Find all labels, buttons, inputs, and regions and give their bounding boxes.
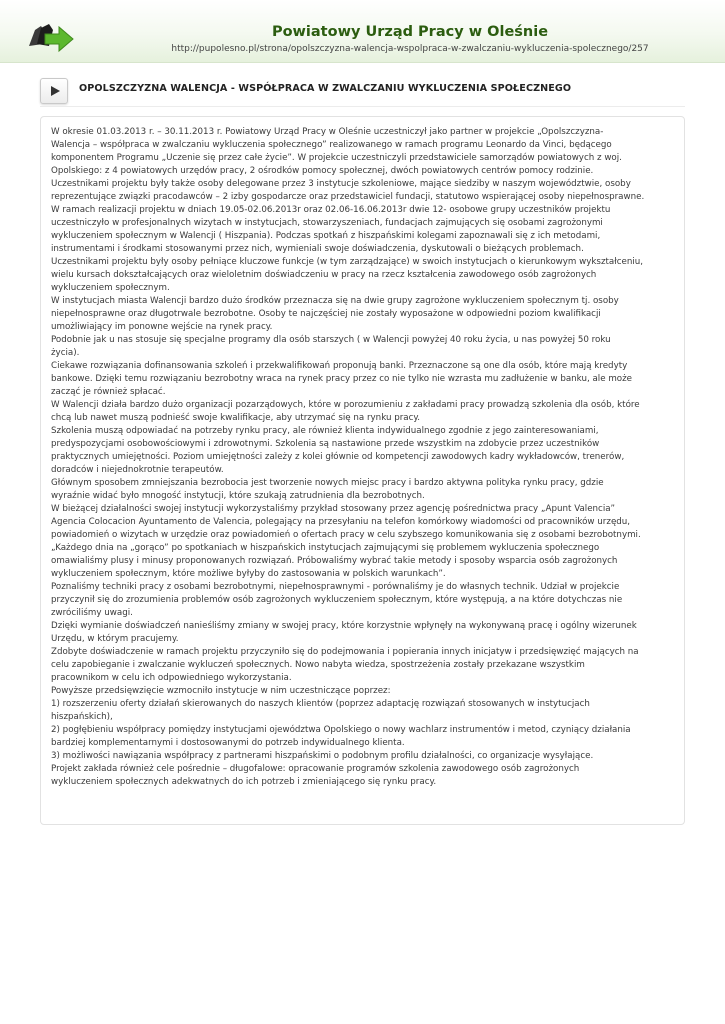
article-line: „Każdego dnia na „gorąco” po spotkaniach w hiszpańskich instytucjach zajmującymi się problemem wykluczenia społecznego	[51, 543, 600, 553]
article-line: reprezentujące związki pracodawców – 2 izby gospodarcze oraz przedstawiciel fundacji, statutowo wspierającej osoby niepełnosprawne.	[51, 192, 645, 202]
article-line: przyczynił się do zrozumienia problemów osób zagrożonych wykluczeniem społecznym, które występują, a na które dotychczas nie	[51, 595, 623, 605]
article-line: wykluczeniem społecznym.	[51, 283, 170, 293]
article-line: umożliwiający im ponowne wejście na rynek pracy.	[51, 322, 273, 332]
article-line: W okresie 01.03.2013 r. – 30.11.2013 r. Powiatowy Urząd Pracy w Oleśnie uczestniczył jako partner w projekcie „Opolszczyzna-	[51, 127, 604, 137]
article-line: doradców i niejednokrotnie terapeutów.	[51, 465, 224, 475]
article-line: Projekt zakłada również cele pośrednie – długofalowe: opracowanie programów szkolenia zawodowego osób zagrożonych	[51, 764, 580, 774]
article-line: Poznaliśmy techniki pracy z osobami bezrobotnymi, niepełnosprawnymi - porównaliśmy je do własnych technik. Udział w projekcie	[51, 582, 620, 592]
article-line: pracownikom w celu ich odpowiedniego wykorzystania.	[51, 673, 292, 683]
title-divider	[40, 106, 685, 107]
article-line: zwróciliśmy uwagi.	[51, 608, 133, 618]
article-line: hiszpańskich),	[51, 712, 113, 722]
article-line: Agencia Colocacion Ayuntamento de Valencia, polegający na przesyłaniu na telefon komórkowy wiadomości od pracowników urzędu,	[51, 517, 631, 527]
article-line: W bieżącej działalności swojej instytucji wykorzystaliśmy przykład stosowany przez agencję pośrednictwa pracy „Apunt Valencia”	[51, 504, 616, 514]
page-url: http://pupolesno.pl/strona/opolszczyzna-walencja-wspolpraca-w-zwalczaniu-wykluczenia-spolecznego/257	[171, 44, 649, 54]
article-line: Głównym sposobem zmniejszania bezrobocia jest tworzenie nowych miejsc pracy i bardzo aktywna polityka rynku pracy, gdzie	[51, 478, 604, 488]
article-line: Urzędu, w którym pracujemy.	[51, 634, 179, 644]
article-line: życia).	[51, 348, 80, 358]
site-header	[0, 0, 725, 63]
article-line: powiadomień o wizytach w urzędzie oraz powiadomień o ofertach pracy w celu szybszego komunikowania się z osobami bezrobotnymi.	[51, 530, 641, 540]
article-line: wielu kursach dokształcających oraz wieloletnim doświadczeniu w pracy na rzecz kształcenia zawodowego osób zagrożonych	[51, 270, 597, 280]
article-line: praktycznych umiejętności. Poziom umiejętności zależy z kolei głównie od kompetencji zawodowych kadry wykładowców, trenerów,	[51, 452, 625, 462]
article-line: niepełnosprawne oraz długotrwale bezrobotne. Osoby te najczęściej nie zostały wyposażone w odpowiedni poziom kwalifikacji	[51, 309, 601, 319]
article-line: zacząć je również spłacać.	[51, 387, 166, 397]
article-line: W instytucjach miasta Walencji bardzo dużo środków przeznacza się na dwie grupy zagrożone wykluczeniem społecznym tj. osoby	[51, 296, 619, 306]
article-line: chcą lub nawet muszą podnieść swoje kwalifikacje, aby utrzymać się na rynku pracy.	[51, 413, 421, 423]
play-arrow-icon[interactable]	[40, 78, 68, 104]
article-line: instrumentami i środkami stosowanymi przez nich, wymieniali swoje doświadczenia, dyskutowali o bieżących problemach.	[51, 244, 584, 254]
article-body	[40, 116, 685, 825]
article-line: komponentem Programu „Uczenie się przez całe życie”. W projekcie uczestniczyli przedstawiciele samorządów powiatowych z woj.	[51, 153, 622, 163]
article-line: Zdobyte doświadczenie w ramach projektu przyczyniło się do podejmowania i popierania innych inicjatyw i przedsięwzięć mających na	[51, 647, 639, 657]
article-line: Opolskiego: z 4 powiatowych urzędów pracy, 2 ośrodków pomocy społecznej, dwóch powiatowych centrów pomocy rodzinie.	[51, 166, 594, 176]
article-line: uczestniczyło w profesjonalnych wizytach w instytucjach, stowarzyszeniach, fundacjach zajmujących się osobami zagrożonymi	[51, 218, 603, 228]
article-line: Uczestnikami projektu były także osoby delegowane przez 3 instytucje szkoleniowe, mające siedziby w naszym województwie, osoby	[51, 179, 631, 189]
site-title[interactable]: Powiatowy Urząd Pracy w Oleśnie	[271, 24, 549, 40]
article-title: OPOLSZCZYZNA WALENCJA - WSPÓŁPRACA W ZWALCZANIU WYKLUCZENIA SPOŁECZNEGO	[79, 83, 572, 94]
article-line: 3) możliwości nawiązania współpracy z partnerami hiszpańskimi o podobnym profilu działalności, co organizacje wysyłające.	[51, 751, 594, 761]
article-line: Szkolenia muszą odpowiadać na potrzeby rynku pracy, ale również klienta indywidualnego zgodnie z jego zainteresowaniami,	[51, 426, 599, 436]
article-line: omawialiśmy plusy i minusy proponowanych rozwiązań. Próbowaliśmy wybrać takie metody i sposoby wsparcia osób zagrożonych	[51, 556, 618, 566]
article-text	[51, 126, 680, 789]
article-line: Dzięki wymianie doświadczeń nanieśliśmy zmiany w swojej pracy, które korzystnie wpłynęły na wykonywaną pracę i ogólny wizerunek	[51, 621, 637, 631]
article-line: predyspozycjami osobowościowymi i zdrowotnymi. Szkolenia są nastawione przede wszystkim na zdobycie przez uczestników	[51, 439, 600, 449]
article-line: wykluczeniem społecznym, które możliwe byłyby do zastosowania w polskich warunkach”.	[51, 569, 446, 579]
article-line: W ramach realizacji projektu w dniach 19.05-02.06.2013r oraz 02.06-16.06.2013r dwie 12- osobowe grupy uczestników projektu	[51, 205, 611, 215]
article-line: Walencja – współpraca w zwalczaniu wykluczenia społecznego” realizowanego w ramach programu Leonardo da Vinci, będącego	[51, 140, 612, 150]
article-line: wykluczeniem społecznym w Walencji ( Hiszpania). Podczas spotkań z hiszpańskimi kolegami zapoznawali się z ich metodami,	[51, 231, 601, 241]
article-line: wykluczeniem społecznych adekwatnych do ich potrzeb i zmieniającego się rynku pracy.	[51, 777, 437, 787]
article-line: celu zapobieganie i zwalczanie wykluczeń społecznych. Nowo nabyta wiedza, spostrzeżenia zostały przekazane wszystkim	[51, 660, 585, 670]
article-line: wyraźnie widać było mnogość instytucji, które szukają zatrudnienia dla bezrobotnych.	[51, 491, 425, 501]
article-line: bardziej komplementarnymi i dostosowanymi do potrzeb indywidualnego klienta.	[51, 738, 405, 748]
article-line: bankowe. Dzięki temu rozwiązaniu bezrobotny wraca na rynek pracy przez co nie tylko nie wzrasta mu zadłużenie w banku, ale może	[51, 374, 632, 384]
article-line: Podobnie jak u nas stosuje się specjalne programy dla osób starszych ( w Walencji powyżej 40 roku życia, u nas powyżej 50 roku	[51, 335, 611, 345]
article-line: 2) pogłębieniu współpracy pomiędzy instytucjami ojewództwa Opolskiego o nowy wachlarz instrumentów i metod, czyniący działania	[51, 725, 631, 735]
article-line: W Walencji działa bardzo dużo organizacji pozarządowych, które w porozumieniu z zakładami pracy prowadzą szkolenia dla osób, które	[51, 400, 640, 410]
green-arrow-logo-icon[interactable]	[27, 22, 75, 54]
article-line: Uczestnikami projektu były osoby pełniące kluczowe funkcje (w tym zarządzające) w swoich instytucjach o kierunkowym wykształceniu,	[51, 257, 644, 267]
article-line: 1) rozszerzeniu oferty działań skierowanych do naszych klientów (poprzez adaptację rozwiązań stosowanych w instytucjach	[51, 699, 590, 709]
article-line: Ciekawe rozwiązania dofinansowania szkoleń i przekwalifikowań proponują banki. Przeznaczone są one dla osób, które mają kredyty	[51, 361, 628, 371]
article-line: Powyższe przedsięwzięcie wzmocniło instytucje w nim uczestniczące poprzez:	[51, 686, 391, 696]
